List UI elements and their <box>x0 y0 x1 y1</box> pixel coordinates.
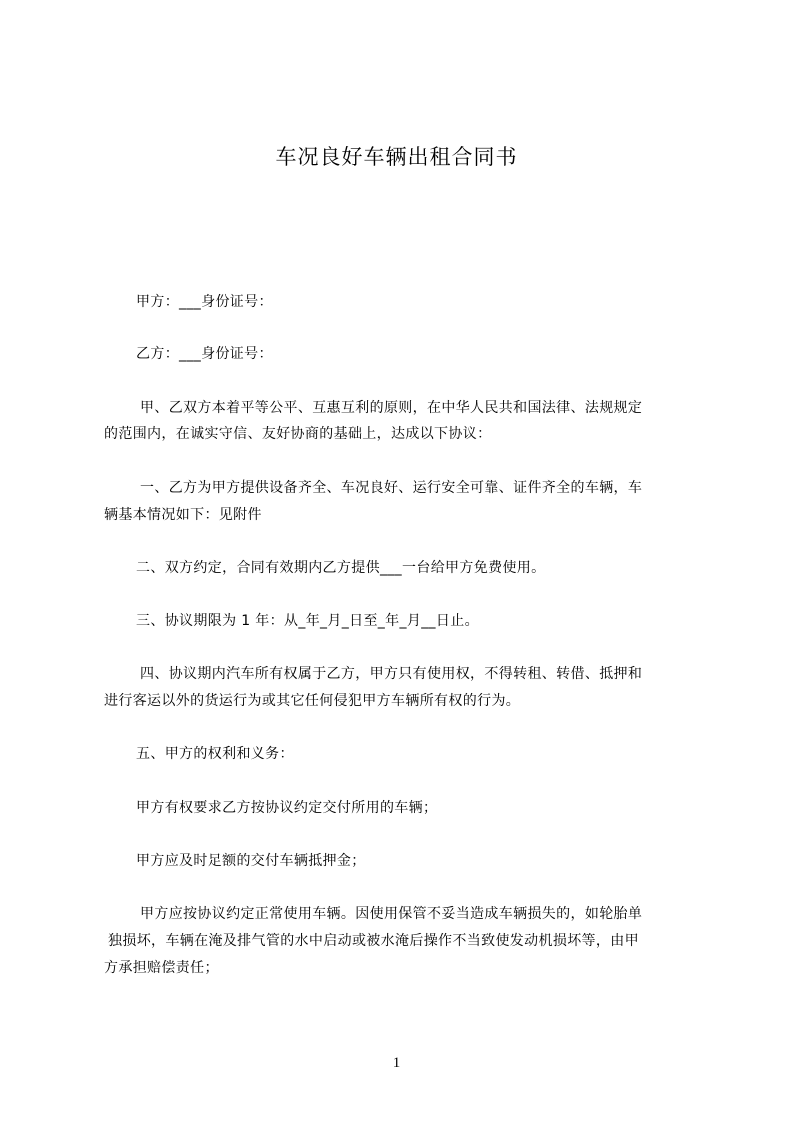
party-a-right-3-line-2: 独损坏，车辆在淹及排气管的水中启动或被水淹后操作不当致使发动机损坏等，由甲 <box>108 933 639 949</box>
clause-5-heading: 五、甲方的权利和义务： <box>136 746 294 762</box>
intro-line-2: 的范围内，在诚实守信、友好协商的基础上，达成以下协议： <box>104 426 492 442</box>
clause-1-line-1: 一、乙方为甲方提供设备齐全、车况良好、运行安全可靠、证件齐全的车辆，车 <box>140 480 643 496</box>
party-a-right-2: 甲方应及时足额的交付车辆抵押金； <box>136 853 366 869</box>
clause-1-line-2: 辆基本情况如下：见附件 <box>104 507 262 523</box>
clause-3: 三、协议期限为 1 年：从_年_月_日至_年_月__日止。 <box>136 613 479 629</box>
document-title: 车况良好车辆出租合同书 <box>275 145 518 169</box>
party-a-line: 甲方：___身份证号： <box>136 294 273 310</box>
intro-line-1: 甲、乙双方本着平等公平、互惠互利的原则，在中华人民共和国法律、法规规定 <box>140 400 643 416</box>
page-number: 1 <box>392 1055 401 1071</box>
party-a-right-3-line-1: 甲方应按协议约定正常使用车辆。因使用保管不妥当造成车辆损失的，如轮胎单 <box>140 906 643 922</box>
clause-4-line-1: 四、协议期内汽车所有权属于乙方，甲方只有使用权，不得转租、转借、抵押和 <box>140 666 643 682</box>
party-a-right-3-line-3: 方承担赔偿责任； <box>104 960 219 976</box>
clause-4-line-2: 进行客运以外的货运行为或其它任何侵犯甲方车辆所有权的行为。 <box>104 693 521 709</box>
party-b-line: 乙方：___身份证号： <box>136 346 273 362</box>
clause-2: 二、双方约定，合同有效期内乙方提供___一台给甲方免费使用。 <box>136 560 546 576</box>
party-a-right-1: 甲方有权要求乙方按协议约定交付所用的车辆； <box>136 800 438 816</box>
